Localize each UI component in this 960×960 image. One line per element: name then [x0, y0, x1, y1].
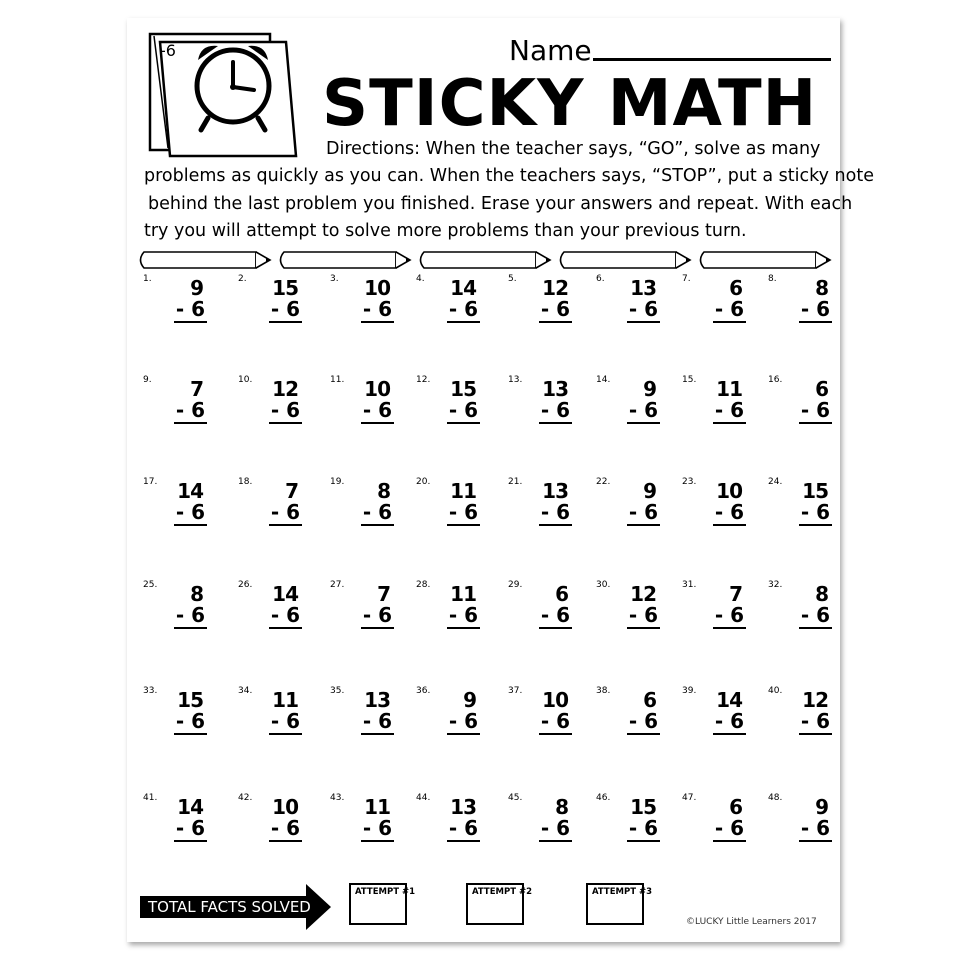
problem-number: 35. — [330, 686, 345, 696]
subtrahend: - 6 — [540, 603, 570, 627]
subtrahend: - 6 — [175, 297, 205, 321]
problem-number: 37. — [508, 686, 523, 696]
problem-30[interactable] — [596, 580, 666, 640]
problem-number: 21. — [508, 477, 523, 487]
minuend: 10 — [364, 276, 390, 300]
problem-6[interactable] — [596, 274, 666, 334]
problem-number: 3. — [330, 274, 339, 284]
problem-21[interactable] — [508, 477, 578, 537]
minuend: 13 — [542, 377, 568, 401]
minuend: 14 — [177, 479, 203, 503]
directions-line-2: problems as quickly as you can. When the teachers says, “STOP”, put a sticky note — [144, 166, 874, 186]
subtrahend: - 6 — [800, 603, 830, 627]
problem-1[interactable] — [143, 274, 213, 334]
problem-44[interactable] — [416, 793, 486, 853]
subtrahend: - 6 — [270, 816, 300, 840]
problem-number: 10. — [238, 375, 253, 385]
sticky-note-label: -6 — [160, 41, 176, 60]
problem-number: 18. — [238, 477, 253, 487]
subtrahend: - 6 — [175, 603, 205, 627]
problem-number: 22. — [596, 477, 611, 487]
minuend: 8 — [377, 479, 390, 503]
copyright-text: ©LUCKY Little Learners 2017 — [686, 917, 817, 927]
subtrahend: - 6 — [800, 816, 830, 840]
subtrahend: - 6 — [714, 398, 744, 422]
minuend: 11 — [272, 688, 298, 712]
subtrahend: - 6 — [800, 297, 830, 321]
problem-28[interactable] — [416, 580, 486, 640]
minuend: 12 — [802, 688, 828, 712]
subtrahend: - 6 — [628, 500, 658, 524]
subtrahend: - 6 — [628, 398, 658, 422]
subtrahend: - 6 — [448, 297, 478, 321]
subtrahend: - 6 — [448, 816, 478, 840]
problem-number: 31. — [682, 580, 697, 590]
problem-number: 26. — [238, 580, 253, 590]
problem-number: 13. — [508, 375, 523, 385]
problem-7[interactable] — [682, 274, 752, 334]
pencil-divider — [136, 248, 836, 272]
problem-number: 46. — [596, 793, 611, 803]
pencil-icon — [701, 252, 831, 268]
alarm-clock-icon — [197, 46, 269, 130]
problem-32[interactable] — [768, 580, 838, 640]
problem-number: 39. — [682, 686, 697, 696]
minuend: 9 — [815, 795, 828, 819]
problem-36[interactable] — [416, 686, 486, 746]
problem-23[interactable] — [682, 477, 752, 537]
subtrahend: - 6 — [270, 297, 300, 321]
name-field[interactable] — [593, 58, 831, 61]
problem-5[interactable] — [508, 274, 578, 334]
problem-46[interactable] — [596, 793, 666, 853]
problem-4[interactable] — [416, 274, 486, 334]
problem-number: 28. — [416, 580, 431, 590]
problem-41[interactable] — [143, 793, 213, 853]
problem-number: 8. — [768, 274, 777, 284]
problem-number: 43. — [330, 793, 345, 803]
problem-number: 45. — [508, 793, 523, 803]
minuend: 10 — [542, 688, 568, 712]
problem-number: 48. — [768, 793, 783, 803]
minuend: 9 — [643, 479, 656, 503]
minuend: 14 — [272, 582, 298, 606]
problem-number: 29. — [508, 580, 523, 590]
minuend: 9 — [463, 688, 476, 712]
problem-17[interactable] — [143, 477, 213, 537]
problem-16[interactable] — [768, 375, 838, 435]
minuend: 14 — [177, 795, 203, 819]
attempt-3-box[interactable] — [586, 883, 652, 925]
name-label: Name — [509, 34, 592, 67]
subtrahend: - 6 — [362, 297, 392, 321]
minuend: 6 — [729, 795, 742, 819]
subtrahend: - 6 — [270, 709, 300, 733]
minuend: 12 — [272, 377, 298, 401]
minuend: 15 — [630, 795, 656, 819]
problem-47[interactable] — [682, 793, 752, 853]
problem-number: 17. — [143, 477, 158, 487]
minuend: 15 — [272, 276, 298, 300]
minuend: 15 — [450, 377, 476, 401]
attempt-2-box[interactable] — [466, 883, 532, 925]
problem-40[interactable] — [768, 686, 838, 746]
problem-number: 2. — [238, 274, 247, 284]
problem-number: 42. — [238, 793, 253, 803]
minuend: 12 — [542, 276, 568, 300]
problem-number: 47. — [682, 793, 697, 803]
minuend: 10 — [364, 377, 390, 401]
problem-39[interactable] — [682, 686, 752, 746]
problem-number: 30. — [596, 580, 611, 590]
problem-34[interactable] — [238, 686, 308, 746]
directions-line-4: try you will attempt to solve more problems than your previous turn. — [144, 221, 747, 241]
subtrahend: - 6 — [540, 816, 570, 840]
pencil-icon — [561, 252, 691, 268]
problem-25[interactable] — [143, 580, 213, 640]
problem-9[interactable] — [143, 375, 213, 435]
problem-number: 34. — [238, 686, 253, 696]
minuend: 9 — [643, 377, 656, 401]
attempt-3-label: ATTEMPT #3 — [592, 887, 652, 897]
problem-13[interactable] — [508, 375, 578, 435]
problem-number: 19. — [330, 477, 345, 487]
subtrahend: - 6 — [175, 398, 205, 422]
problem-38[interactable] — [596, 686, 666, 746]
minuend: 10 — [716, 479, 742, 503]
minuend: 7 — [190, 377, 203, 401]
problem-27[interactable] — [330, 580, 400, 640]
subtrahend: - 6 — [362, 398, 392, 422]
minuend: 8 — [815, 276, 828, 300]
problem-33[interactable] — [143, 686, 213, 746]
minuend: 14 — [716, 688, 742, 712]
problem-number: 32. — [768, 580, 783, 590]
subtrahend: - 6 — [448, 709, 478, 733]
problem-number: 6. — [596, 274, 605, 284]
problem-35[interactable] — [330, 686, 400, 746]
subtrahend: - 6 — [628, 297, 658, 321]
minuend: 11 — [364, 795, 390, 819]
minuend: 6 — [815, 377, 828, 401]
subtrahend: - 6 — [714, 709, 744, 733]
minuend: 15 — [177, 688, 203, 712]
minuend: 11 — [450, 479, 476, 503]
problem-15[interactable] — [682, 375, 752, 435]
minuend: 7 — [377, 582, 390, 606]
subtrahend: - 6 — [448, 398, 478, 422]
minuend: 11 — [450, 582, 476, 606]
problem-18[interactable] — [238, 477, 308, 537]
minuend: 14 — [450, 276, 476, 300]
problem-8[interactable] — [768, 274, 838, 334]
subtrahend: - 6 — [362, 603, 392, 627]
problem-number: 36. — [416, 686, 431, 696]
problem-number: 12. — [416, 375, 431, 385]
subtrahend: - 6 — [800, 500, 830, 524]
problem-number: 14. — [596, 375, 611, 385]
minuend: 13 — [630, 276, 656, 300]
subtrahend: - 6 — [448, 500, 478, 524]
subtrahend: - 6 — [540, 398, 570, 422]
problem-43[interactable] — [330, 793, 400, 853]
subtrahend: - 6 — [540, 297, 570, 321]
problem-45[interactable] — [508, 793, 578, 853]
problem-number: 38. — [596, 686, 611, 696]
pencil-icon — [141, 252, 271, 268]
minuend: 13 — [450, 795, 476, 819]
problem-19[interactable] — [330, 477, 400, 537]
problem-number: 27. — [330, 580, 345, 590]
problem-37[interactable] — [508, 686, 578, 746]
problem-number: 7. — [682, 274, 691, 284]
subtrahend: - 6 — [800, 709, 830, 733]
minuend: 15 — [802, 479, 828, 503]
subtrahend: - 6 — [714, 603, 744, 627]
pencil-icon — [421, 252, 551, 268]
subtrahend: - 6 — [270, 603, 300, 627]
problem-22[interactable] — [596, 477, 666, 537]
minuend: 12 — [630, 582, 656, 606]
problem-number: 25. — [143, 580, 158, 590]
minuend: 6 — [729, 276, 742, 300]
problem-20[interactable] — [416, 477, 486, 537]
total-facts-label: TOTAL FACTS SOLVED — [148, 898, 311, 916]
subtrahend: - 6 — [714, 297, 744, 321]
problem-3[interactable] — [330, 274, 400, 334]
directions-line-3: behind the last problem you finished. Erase your answers and repeat. With each — [148, 194, 853, 214]
minuend: 7 — [285, 479, 298, 503]
subtrahend: - 6 — [362, 816, 392, 840]
subtrahend: - 6 — [175, 500, 205, 524]
subtrahend: - 6 — [800, 398, 830, 422]
attempt-1-box[interactable] — [349, 883, 415, 925]
problem-number: 9. — [143, 375, 152, 385]
problem-12[interactable] — [416, 375, 486, 435]
minuend: 6 — [643, 688, 656, 712]
subtrahend: - 6 — [448, 603, 478, 627]
problem-26[interactable] — [238, 580, 308, 640]
subtrahend: - 6 — [175, 816, 205, 840]
problem-number: 5. — [508, 274, 517, 284]
problem-2[interactable] — [238, 274, 308, 334]
subtrahend: - 6 — [714, 816, 744, 840]
minuend: 11 — [716, 377, 742, 401]
problem-48[interactable] — [768, 793, 838, 853]
problem-number: 4. — [416, 274, 425, 284]
problem-number: 1. — [143, 274, 152, 284]
minuend: 6 — [555, 582, 568, 606]
problem-number: 33. — [143, 686, 158, 696]
problem-number: 23. — [682, 477, 697, 487]
problem-number: 24. — [768, 477, 783, 487]
problem-number: 44. — [416, 793, 431, 803]
problem-number: 20. — [416, 477, 431, 487]
problem-24[interactable] — [768, 477, 838, 537]
problem-number: 41. — [143, 793, 158, 803]
problem-number: 16. — [768, 375, 783, 385]
subtrahend: - 6 — [628, 816, 658, 840]
subtrahend: - 6 — [362, 500, 392, 524]
problem-14[interactable] — [596, 375, 666, 435]
subtrahend: - 6 — [270, 398, 300, 422]
attempt-1-label: ATTEMPT #1 — [355, 887, 415, 897]
subtrahend: - 6 — [714, 500, 744, 524]
directions-line-1: Directions: When the teacher says, “GO”, solve as many — [326, 139, 821, 159]
subtrahend: - 6 — [628, 709, 658, 733]
subtrahend: - 6 — [540, 500, 570, 524]
minuend: 8 — [190, 582, 203, 606]
minuend: 13 — [364, 688, 390, 712]
subtrahend: - 6 — [540, 709, 570, 733]
problem-11[interactable] — [330, 375, 400, 435]
problem-42[interactable] — [238, 793, 308, 853]
page-title: STICKY MATH — [322, 67, 818, 141]
subtrahend: - 6 — [270, 500, 300, 524]
minuend: 10 — [272, 795, 298, 819]
problem-number: 11. — [330, 375, 345, 385]
problem-29[interactable] — [508, 580, 578, 640]
subtrahend: - 6 — [628, 603, 658, 627]
minuend: 7 — [729, 582, 742, 606]
subtrahend: - 6 — [362, 709, 392, 733]
minuend: 13 — [542, 479, 568, 503]
minuend: 8 — [815, 582, 828, 606]
attempt-2-label: ATTEMPT #2 — [472, 887, 532, 897]
subtrahend: - 6 — [175, 709, 205, 733]
problem-10[interactable] — [238, 375, 308, 435]
problem-31[interactable] — [682, 580, 752, 640]
minuend: 8 — [555, 795, 568, 819]
pencil-icon — [281, 252, 411, 268]
problem-number: 15. — [682, 375, 697, 385]
minuend: 9 — [190, 276, 203, 300]
problem-number: 40. — [768, 686, 783, 696]
